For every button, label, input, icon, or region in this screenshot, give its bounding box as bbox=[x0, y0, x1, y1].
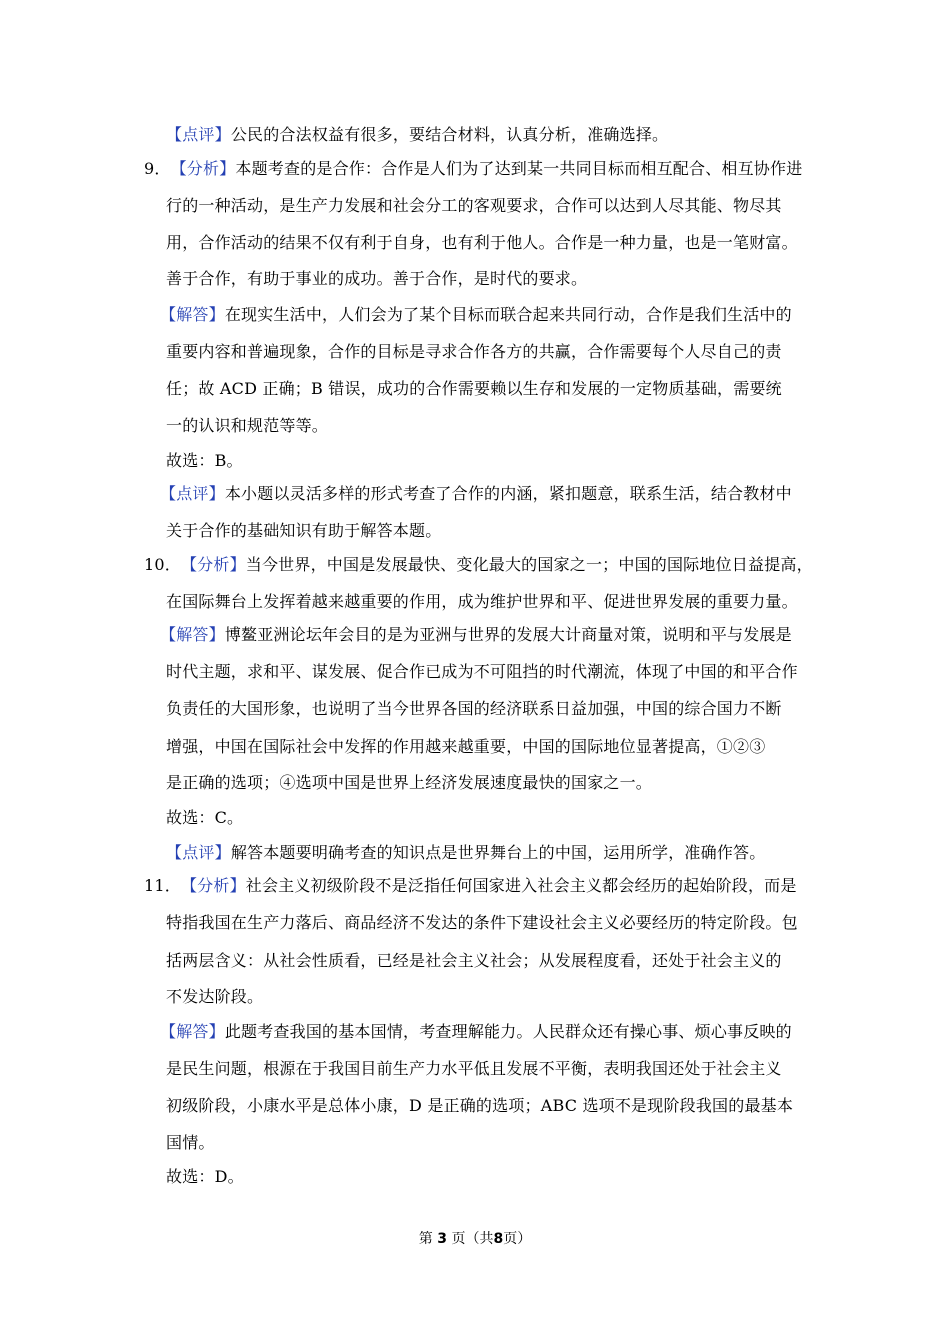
q10-answer-line: 【解答】博鳌亚洲论坛年会目的是为亚洲与世界的发展大计商量对策，说明和平与发展是 bbox=[160, 625, 792, 644]
tag-dianping: 【点评】 bbox=[166, 843, 231, 862]
text-line: 用，合作活动的结果不仅有利于自身，也有利于他人。合作是一种力量，也是一笔财富。 bbox=[166, 233, 798, 252]
q10-analysis-line: 10．【分析】当今世界，中国是发展最快、变化最大的国家之一；中国的国际地位日益提高， bbox=[144, 555, 813, 574]
text-line: 初级阶段，小康水平是总体小康，D 是正确的选项；ABC 选项不是现阶段我国的最基本 bbox=[166, 1096, 794, 1115]
choice-line: 故选：C。 bbox=[166, 808, 244, 827]
page-total: 8 bbox=[493, 1231, 504, 1247]
text-line: 括两层含义：从社会性质看，已经是社会主义社会；从发展程度看，还处于社会主义的 bbox=[166, 951, 782, 970]
text-line: 任；故 ACD 正确；B 错误，成功的合作需要赖以生存和发展的一定物质基础，需要统 bbox=[166, 379, 782, 398]
text-line: 善于合作，有助于事业的成功。善于合作，是时代的要求。 bbox=[166, 269, 588, 288]
tag-dianping: 【点评】 bbox=[160, 484, 225, 503]
q11-answer-line: 【解答】此题考查我国的基本国情，考查理解能力。人民群众还有操心事、烦心事反映的 bbox=[160, 1022, 792, 1041]
text-line: 行的一种活动，是生产力发展和社会分工的客观要求，合作可以达到人尽其能、物尽其 bbox=[166, 196, 782, 215]
q10-comment-line: 【点评】解答本题要明确考查的知识点是世界舞台上的中国，运用所学，准确作答。 bbox=[166, 843, 766, 862]
text-line: 关于合作的基础知识有助于解答本题。 bbox=[166, 521, 442, 540]
text-line: 一的认识和规范等等。 bbox=[166, 416, 329, 435]
text-line: 不发达阶段。 bbox=[166, 987, 264, 1006]
q9-answer-line: 【解答】在现实生活中，人们会为了某个目标而联合起来共同行动，合作是我们生活中的 bbox=[160, 305, 792, 324]
q10-number: 10． bbox=[144, 555, 181, 574]
choice-line: 故选：D。 bbox=[166, 1167, 244, 1186]
text-line: 特指我国在生产力落后、商品经济不发达的条件下建设社会主义必要经历的特定阶段。包 bbox=[166, 913, 798, 932]
text-line: 国情。 bbox=[166, 1133, 215, 1152]
q9-comment-line: 【点评】本小题以灵活多样的形式考查了合作的内涵，紧扣题意，联系生活，结合教材中 bbox=[160, 484, 792, 503]
tag-jieda: 【解答】 bbox=[160, 625, 225, 644]
tag-fenxi: 【分析】 bbox=[180, 555, 246, 574]
comment-line: 【点评】公民的合法权益有很多，要结合材料，认真分析，准确选择。 bbox=[166, 125, 669, 144]
page-number: 3 bbox=[437, 1231, 447, 1247]
tag-dianping: 【点评】 bbox=[166, 125, 231, 144]
tag-jieda: 【解答】 bbox=[160, 305, 225, 324]
tag-fenxi: 【分析】 bbox=[170, 159, 236, 178]
text-line: 在国际舞台上发挥着越来越重要的作用，成为维护世界和平、促进世界发展的重要力量。 bbox=[166, 592, 798, 611]
tag-jieda: 【解答】 bbox=[160, 1022, 225, 1041]
q9-number: 9． bbox=[144, 159, 171, 178]
q11-number: 11． bbox=[144, 876, 181, 895]
q11-analysis-line: 11．【分析】社会主义初级阶段不是泛指任何国家进入社会主义都会经历的起始阶段，而是 bbox=[144, 876, 797, 895]
text-line: 增强，中国在国际社会中发挥的作用越来越重要，中国的国际地位显著提高，①②③ bbox=[166, 737, 766, 756]
text-line: 重要内容和普遍现象，合作的目标是寻求合作各方的共赢，合作需要每个人尽自己的责 bbox=[166, 342, 782, 361]
text-line: 是民生问题，根源在于我国目前生产力水平低且发展不平衡，表明我国还处于社会主义 bbox=[166, 1059, 782, 1078]
choice-line: 故选：B。 bbox=[166, 451, 243, 470]
page-footer: 第 3 页（共8页） bbox=[418, 1231, 532, 1247]
text-line: 时代主题，求和平、谋发展、促合作已成为不可阻挡的时代潮流，体现了中国的和平合作 bbox=[166, 662, 798, 681]
q9-analysis-line: 9．【分析】本题考查的是合作：合作是人们为了达到某一共同目标而相互配合、相互协作进 bbox=[144, 159, 803, 178]
tag-fenxi: 【分析】 bbox=[180, 876, 246, 895]
text-line: 负责任的大国形象，也说明了当今世界各国的经济联系日益加强，中国的综合国力不断 bbox=[166, 699, 782, 718]
text-line: 是正确的选项；④选项中国是世界上经济发展速度最快的国家之一。 bbox=[166, 773, 653, 792]
